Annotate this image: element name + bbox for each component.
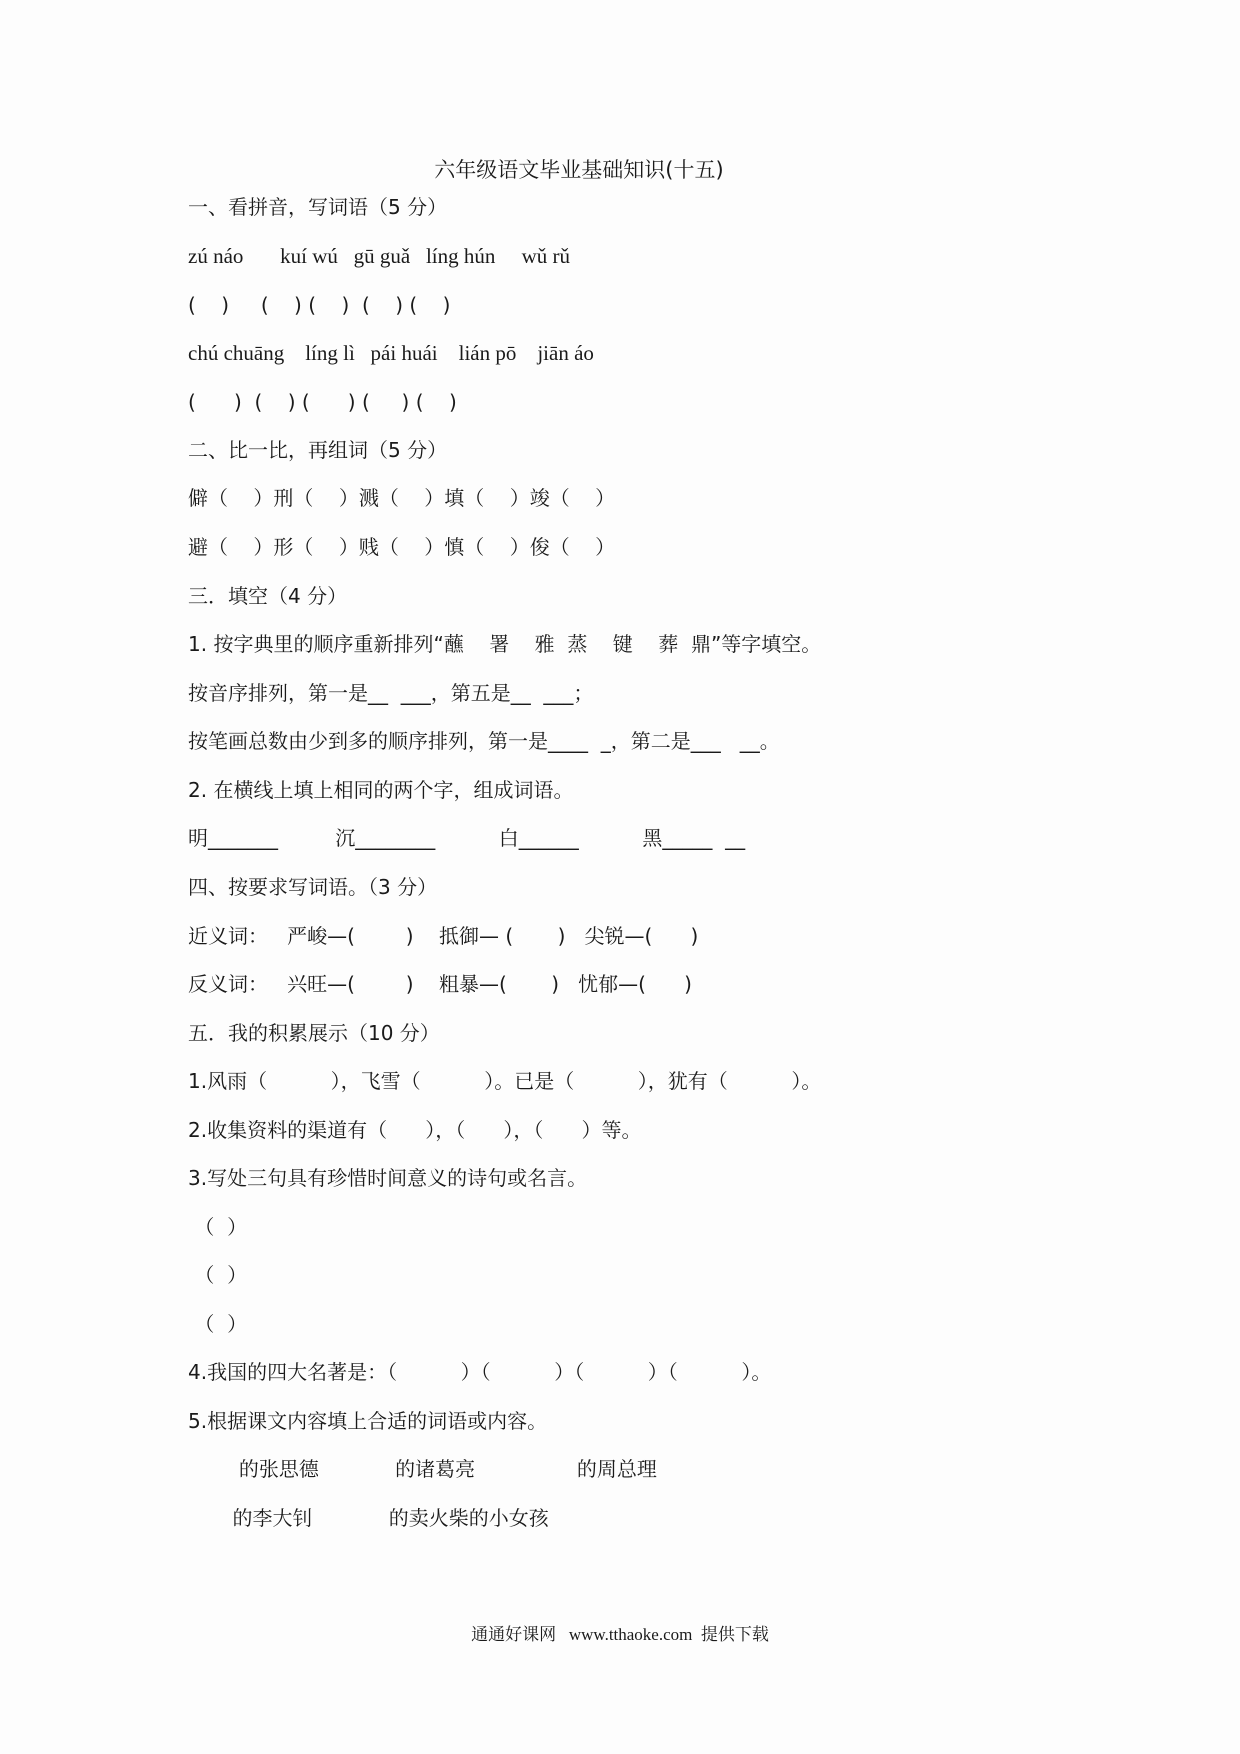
answer-blanks-row-1: ( ) ( ) ( ) ( ) ( ) <box>188 293 451 317</box>
question-5-5-row-2: 的李大钊 的卖火柴的小女孩 <box>188 1506 549 1530</box>
question-3-1-b: 按笔画总数由少到多的顺序排列，第一是____ _，第二是___ __。 <box>188 729 780 753</box>
question-3-2-a: 明_______ 沉________ 白______ 黑_____ __ <box>188 826 746 850</box>
pinyin-row-1: zú náo kuí wú gū guǎ líng hún wǔ rǔ <box>188 244 571 268</box>
footer-source: 通通好课网 www.tthaoke.com 提供下载 <box>471 1625 769 1644</box>
question-5-5: 5.根据课文内容填上合适的词语或内容。 <box>188 1409 548 1433</box>
compare-row-1: 僻（ ）刑（ ）溅（ ）填（ ）竣（ ） <box>188 486 616 510</box>
compare-row-2: 避（ ）形（ ）贱（ ）慎（ ）俊（ ） <box>188 535 616 559</box>
page-title: 六年级语文毕业基础知识(十五) <box>434 158 724 182</box>
question-5-1: 1.风雨（ ），飞雪（ ）。已是（ ），犹有（ ）。 <box>188 1069 822 1093</box>
question-5-4: 4.我国的四大名著是：（ ）（ ）（ ）（ ）。 <box>188 1360 772 1384</box>
section-3-heading: 三．填空（4 分） <box>188 584 348 608</box>
question-5-3-answer-1: （ ） <box>188 1215 248 1239</box>
pinyin-row-2: chú chuāng líng lì pái huái lián pō jiān áo <box>188 341 594 365</box>
section-2-heading: 二、比一比，再组词（5 分） <box>188 438 448 462</box>
question-5-3: 3.写处三句具有珍惜时间意义的诗句或名言。 <box>188 1166 588 1190</box>
question-3-2: 2. 在横线上填上相同的两个字，组成词语。 <box>188 778 574 802</box>
question-5-5-row-1: 的张思德 的诸葛亮 的周总理 <box>188 1457 657 1481</box>
question-5-3-answer-2: （ ） <box>188 1263 248 1287</box>
antonym-row: 反义词： 兴旺—( ) 粗暴—( ) 忧郁—( ) <box>188 972 692 996</box>
question-5-3-answer-3: （ ） <box>188 1312 248 1336</box>
question-3-1: 1. 按字典里的顺序重新排列“蘸 署 雅 蒸 键 葬 鼎”等字填空。 <box>188 632 822 656</box>
section-1-heading: 一、看拼音，写词语（5 分） <box>188 195 448 219</box>
section-5-heading: 五．我的积累展示（10 分） <box>188 1021 440 1045</box>
synonym-row: 近义词： 严峻—( ) 抵御— ( ) 尖锐—( ) <box>188 924 699 948</box>
section-4-heading: 四、按要求写词语。（3 分） <box>188 875 438 899</box>
question-5-2: 2.收集资料的渠道有（ ），（ ），（ ）等。 <box>188 1118 642 1142</box>
answer-blanks-row-2: ( ) ( ) ( ) ( ) ( ) <box>188 390 457 414</box>
question-3-1-a: 按音序排列，第一是__ ___，第五是__ ___； <box>188 681 594 705</box>
